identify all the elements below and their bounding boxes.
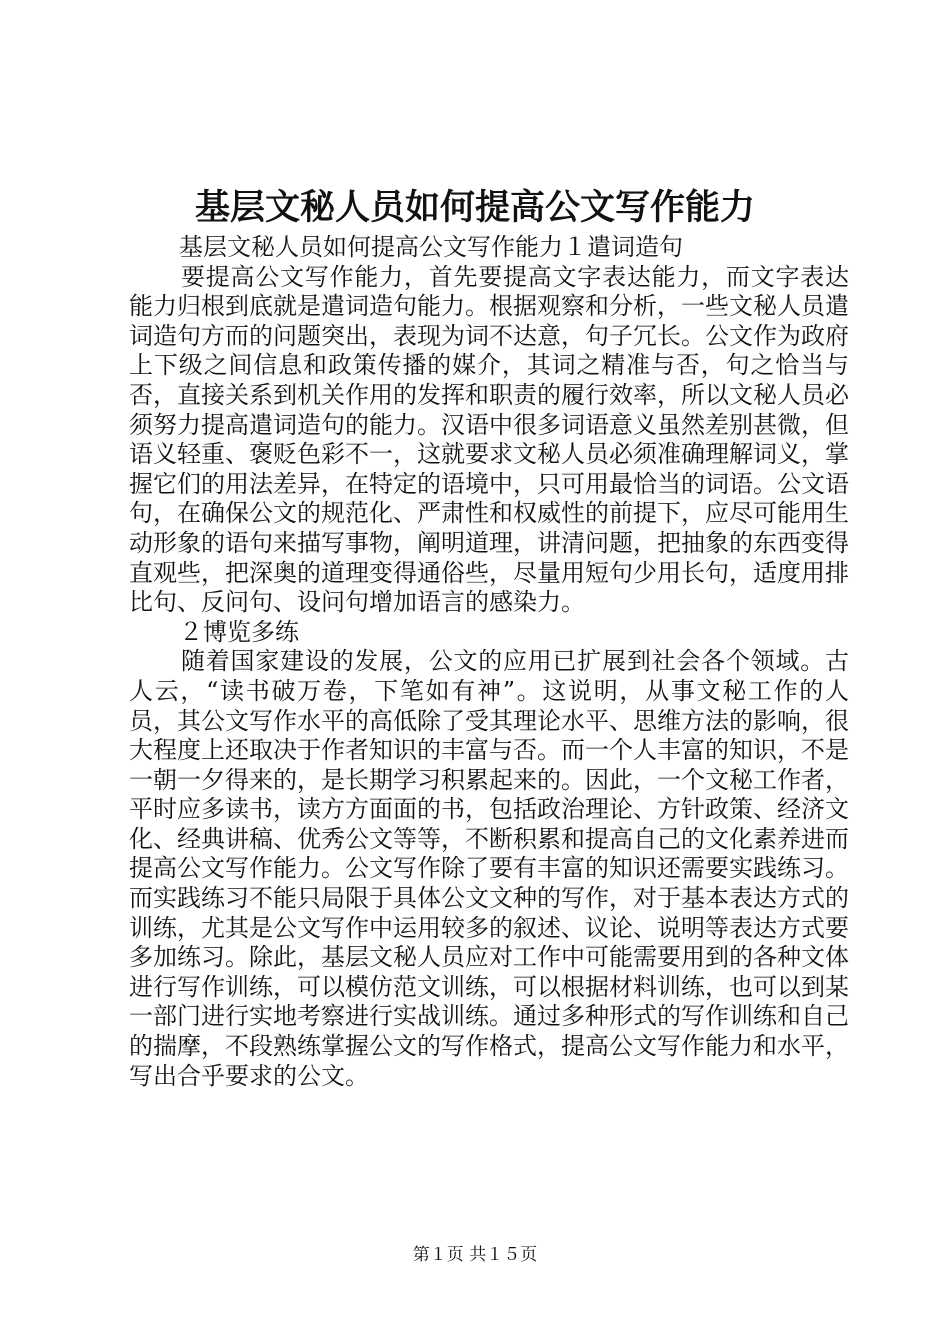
page-footer: 第１页 共１５页 xyxy=(412,1245,538,1265)
section-2-paragraph: 随着国家建设的发展，公文的应用已扩展到社会各个领域。古人云，“读书破万卷，下笔如有神”。这说明，从事文秘工作的人员，其公文写作水平的高低除了受其理论水平、思维方法的影响，很大程度上还取决于作者知识的丰富与否。而一个人丰富的知识，不是一朝一夕得来的，是长期学习积累起来的。因此，一个文秘工作者，平时应多读书，读方方面面的书，包括政治理论、方针政策、经济文化、经典讲稿、优秀公文等等，不断积累和提高自己的文化素养进而提高公文写作能力。公文写作除了要有丰富的知识还需要实践练习。而实践练习不能只局限于具体公文文种的写作，对于基本表达方式的训练，尤其是公文写作中运用较多的叙述、议论、说明等表达方式要多加练习。除此，基层文秘人员应对工作中可能需要用到的各种文体进行写作训练，可以模仿范文训练，可以根据材料训练，也可以到某一部门进行实地考察进行实战训练。通过多种形式的写作训练和自己的揣摩，不段熟练掌握公文的写作格式，提高公文写作能力和水平，写出合乎要求的公文。 xyxy=(129,647,849,1090)
section-2-heading: ２博览多练 xyxy=(179,617,299,646)
document-title: 基层文秘人员如何提高公文写作能力 xyxy=(194,187,755,228)
section-1-heading: 基层文秘人员如何提高公文写作能力１遣词造句 xyxy=(179,233,683,261)
section-1-paragraph: 要提高公文写作能力，首先要提高文字表达能力，而文字表达能力归根到底就是遣词造句能力。根据观察和分析，一些文秘人员遣词造句方而的问题突出，表现为词不达意，句子冗长。公文作为政府上下级之间信息和政策传播的媒介，其词之精准与否，句之恰当与否，直接关系到机关作用的发挥和职责的履行效率，所以文秘人员必须努力提高遣词造句的能力。汉语中很多词语意义虽然差别甚微，但语义轻重、褒贬色彩不一，这就要求文秘人员必须准确理解词义，掌握它们的用法差异，在特定的语境中，只可用最恰当的词语。公文语句，在确保公文的规范化、严肃性和权威性的前提下，应尽可能用生动形象的语句来描写事物，阐明道理，讲清问题，把抽象的东西变得直观些，把深奥的道理变得通俗些，尽量用短句少用长句，适度用排比句、反问句、设问句增加语言的感染力。 xyxy=(129,262,849,617)
document-body xyxy=(129,233,849,1091)
